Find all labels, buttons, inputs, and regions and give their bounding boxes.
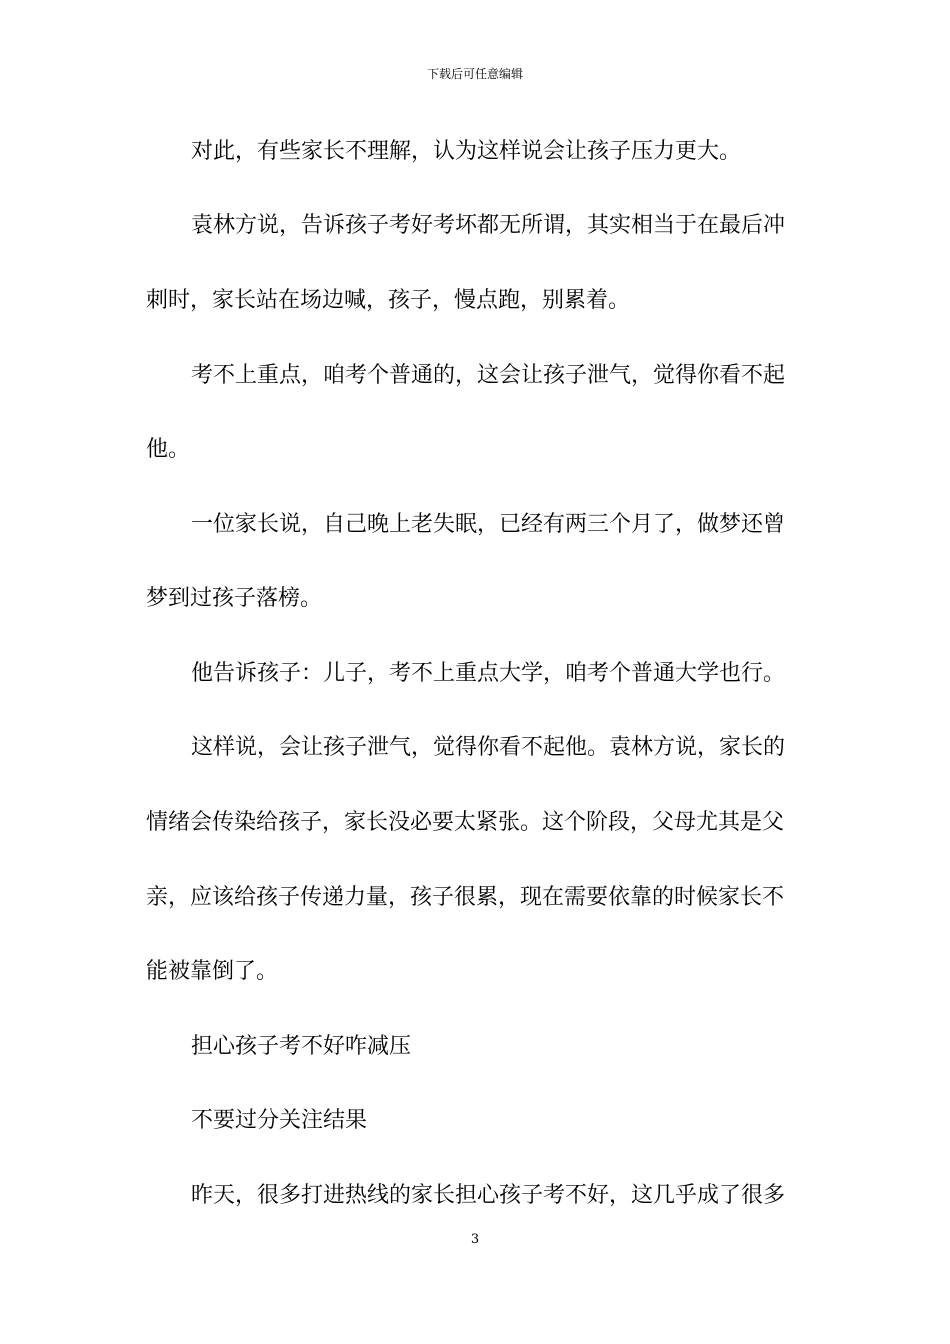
paragraph-line: 考不上重点，咱考个普通的，这会让孩子泄气，觉得你看不起	[191, 363, 786, 388]
paragraph-line: 刺时，家长站在场边喊，孩子，慢点跑，别累着。	[146, 288, 631, 313]
paragraph-line: 这样说，会让孩子泄气，觉得你看不起他。袁林方说，家长的	[191, 735, 786, 760]
paragraph-line: 一位家长说，自己晚上老失眠，已经有两三个月了，做梦还曾	[191, 512, 786, 537]
paragraph-line: 情绪会传染给孩子，家长没必要太紧张。这个阶段，父母尤其是父	[146, 810, 785, 835]
paragraph-line: 他。	[146, 437, 191, 462]
paragraph-line: 亲，应该给孩子传递力量，孩子很累，现在需要依靠的时候家长不	[146, 885, 785, 910]
page-number: 3	[470, 1232, 480, 1247]
page-header: 下载后可任意编辑	[426, 67, 523, 81]
paragraph-line: 昨天，很多打进热线的家长担心孩子考不好，这几乎成了很多	[191, 1183, 786, 1208]
paragraph-line: 梦到过孩子落榜。	[146, 586, 323, 611]
section-heading: 担心孩子考不好咋减压	[191, 1034, 412, 1059]
paragraph-line: 能被靠倒了。	[146, 959, 279, 984]
section-subheading: 不要过分关注结果	[191, 1108, 368, 1133]
paragraph-line: 袁林方说，告诉孩子考好考坏都无所谓，其实相当于在最后冲	[191, 213, 786, 238]
paragraph-line: 他告诉孩子：儿子，考不上重点大学，咱考个普通大学也行。	[191, 661, 786, 686]
paragraph-line: 对此，有些家长不理解，认为这样说会让孩子压力更大。	[191, 139, 742, 164]
